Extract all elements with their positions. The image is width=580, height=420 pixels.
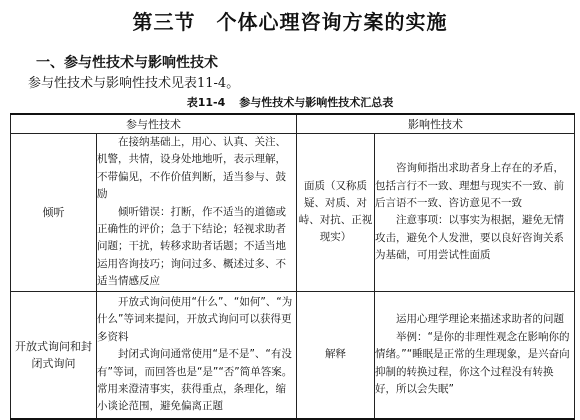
header-participative: 参与性技术	[11, 114, 297, 134]
technique-name-interpretation: 解释	[297, 291, 375, 419]
table-label: 表11-4	[186, 96, 226, 109]
technique-desc-questioning	[97, 291, 297, 419]
technique-name-questioning: 开放式询问和封闭式询问	[11, 291, 97, 419]
technique-desc-listening	[97, 134, 297, 292]
techniques-table	[10, 113, 575, 420]
section-title: 第三节 个体心理咨询方案的实施	[132, 10, 448, 34]
table-row	[11, 134, 575, 292]
desc-paragraph: 注意事项：以事实为根据，避免无情攻击，避免个人发泄，要以良好咨询关系为基础，可用尝试性面质	[375, 214, 564, 262]
table-row	[11, 291, 575, 419]
technique-name-confrontation: 面质（又称质疑、对质、对峙、对抗、正视现实）	[297, 134, 375, 292]
technique-desc-interpretation	[375, 291, 575, 419]
technique-desc-confrontation	[375, 134, 575, 292]
header-influential: 影响性技术	[297, 114, 575, 134]
desc-paragraph: 咨询师指出求助者身上存在的矛盾，包括言行不一致、理想与现实不一致、前后言语不一致、咨访意见不一致	[375, 162, 564, 209]
table-caption-text: 参与性技术与影响性技术汇总表	[239, 96, 394, 109]
section-heading: 一、参与性技术与影响性技术	[36, 55, 218, 71]
desc-paragraph: 在接纳基础上，用心、认真、关注、机警，共情，设身处地地听，表示理解，不带偏见，不作价值判断，适当参与、鼓励	[97, 136, 286, 201]
table-caption	[0, 94, 580, 110]
desc-paragraph: 举例：“是你的非理性观念在影响你的情绪。”“睡眠是正常的生理现象，是兴奋向抑制的转换过程，你这个过程没有转换好，所以会失眠”	[375, 330, 570, 396]
desc-paragraph: 运用心理学理论来描述求助者的问题	[396, 313, 564, 326]
table-header-row	[11, 114, 575, 134]
desc-paragraph: 倾听错误：打断，作不适当的道德或正确性的评价；急于下结论；轻视求助者问题；干扰，转移求助者话题；不适当地运用咨询技巧；询问过多、概述过多、不适当情感反应	[97, 205, 286, 288]
intro-text: 参与性技术与影响性技术见表11-4。	[28, 76, 240, 91]
desc-paragraph: 开放式询问使用“什么”、“如何”、“为什么”等词来提问，开放式询问可以获得更多资料	[97, 295, 293, 343]
technique-name-listening: 倾听	[11, 134, 97, 292]
desc-paragraph: 封闭式询问通常使用“是不是”、“有没有”等词，而回答也是“是”“否”简单答案。常用来澄清事实，获得重点，条理化，缩小谈论范围，避免偏离正题	[97, 348, 293, 413]
